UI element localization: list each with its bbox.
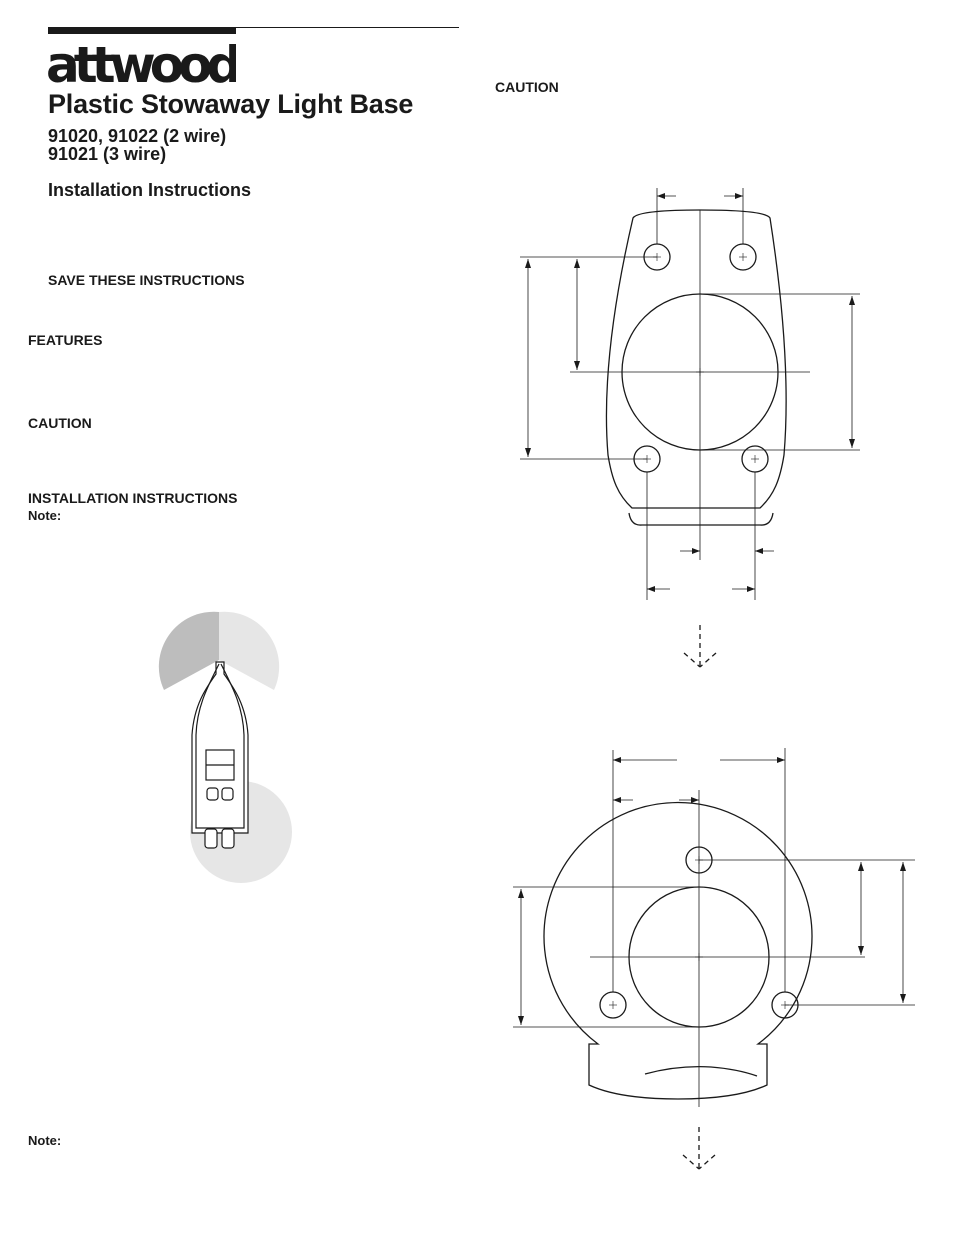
note-label-1: Note:	[28, 508, 62, 523]
header-rule-thick	[48, 27, 236, 34]
attwood-logo	[46, 36, 236, 90]
caution-heading-left: CAUTION	[28, 415, 92, 431]
model-line-1: 91020, 91022 (2 wire)	[48, 126, 227, 146]
base-lip	[629, 513, 773, 525]
document-title: Plastic Stowaway Light Base	[48, 89, 414, 119]
round-base-lip	[645, 1067, 757, 1076]
document-subtitle: Installation Instructions	[48, 180, 252, 200]
caution-heading-right: CAUTION	[495, 79, 559, 95]
installation-heading: INSTALLATION INSTRUCTIONS	[28, 490, 238, 506]
features-heading: FEATURES	[28, 332, 103, 348]
save-heading: SAVE THESE INSTRUCTIONS	[48, 272, 245, 288]
base-outline	[606, 210, 786, 508]
round-base-outline	[544, 803, 812, 1099]
svg-text:attwood: attwood	[46, 36, 236, 90]
dashed-down-arrow-icon	[679, 1125, 719, 1175]
boat-light-coverage-diagram	[150, 600, 310, 895]
model-line-2: 91021 (3 wire)	[48, 144, 167, 164]
boat-top-view-icon	[192, 662, 248, 848]
note-label-2: Note:	[28, 1133, 62, 1148]
mounting-template-rectangular	[510, 180, 880, 610]
dashed-down-arrow-icon	[680, 623, 720, 673]
mounting-template-round	[505, 745, 925, 1115]
model-numbers	[48, 127, 226, 163]
port-sector	[159, 612, 219, 690]
